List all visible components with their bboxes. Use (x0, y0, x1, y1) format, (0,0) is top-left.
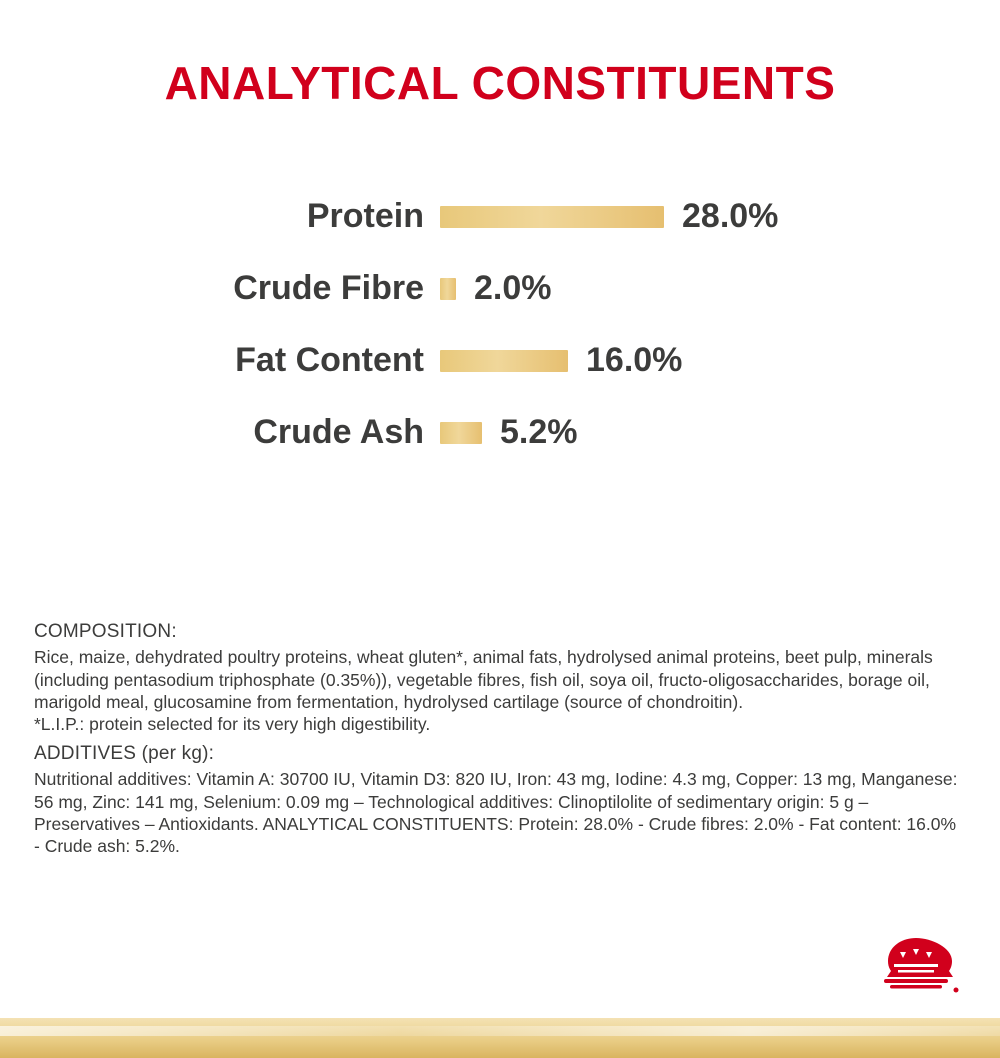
band-shine (0, 1026, 1000, 1036)
ingredients-text-block (34, 620, 966, 858)
chart-value-crude-fibre: 2.0% (474, 269, 552, 308)
chart-label-crude-fibre: Crude Fibre (233, 269, 424, 308)
chart-row (0, 181, 1000, 253)
chart-value-protein: 28.0% (682, 197, 779, 236)
chart-label-crude-ash: Crude Ash (253, 413, 424, 452)
chart-row (0, 253, 1000, 325)
chart-value-crude-ash: 5.2% (500, 413, 578, 452)
composition-body: Rice, maize, dehydrated poultry proteins, wheat gluten*, animal fats, hydrolysed animal proteins, beet pulp, minerals (including pentasodium triphosphate (0.35%)), vegetable fibres, fish oil, soya oil, fructo-oligosaccharides, borage oil, marigold meal, glucosamine from fermentation, hydrolysed cartilage (source of chondroitin). (34, 647, 933, 713)
chart-label-fat-content: Fat Content (235, 341, 424, 380)
analytical-constituents-chart (0, 181, 1000, 469)
chart-bar-protein (440, 206, 664, 228)
royal-canin-crest-icon (870, 934, 962, 996)
chart-label-protein: Protein (306, 197, 424, 236)
chart-bar-crude-ash (440, 422, 482, 444)
page-title: ANALYTICAL CONSTITUENTS (164, 57, 836, 109)
bottom-gold-band (0, 1018, 1000, 1058)
chart-row (0, 397, 1000, 469)
additives-body: Nutritional additives: Vitamin A: 30700 IU, Vitamin D3: 820 IU, Iron: 43 mg, Iodine: 4.3 mg, Copper: 13 mg, Manganese: 56 mg, Zinc: 141 mg, Selenium: 0.09 mg – Technological additives: Clinoptilolite of sedimentary origin: 5 g – Preservatives – Antioxidants. ANALYTICAL CONSTITUENTS: Protein: 28.0% - Crude fibres: 2.0% - Fat content: 16.0% - Crude ash: 5.2%. (34, 769, 958, 857)
chart-row (0, 325, 1000, 397)
composition-heading: COMPOSITION: (34, 621, 177, 642)
chart-bar-crude-fibre (440, 278, 456, 300)
chart-value-fat-content: 16.0% (586, 341, 683, 380)
additives-heading: ADDITIVES (per kg): (34, 742, 215, 764)
composition-footnote: *L.I.P.: protein selected for its very high digestibility. (34, 714, 431, 735)
chart-bar-fat-content (440, 350, 568, 372)
